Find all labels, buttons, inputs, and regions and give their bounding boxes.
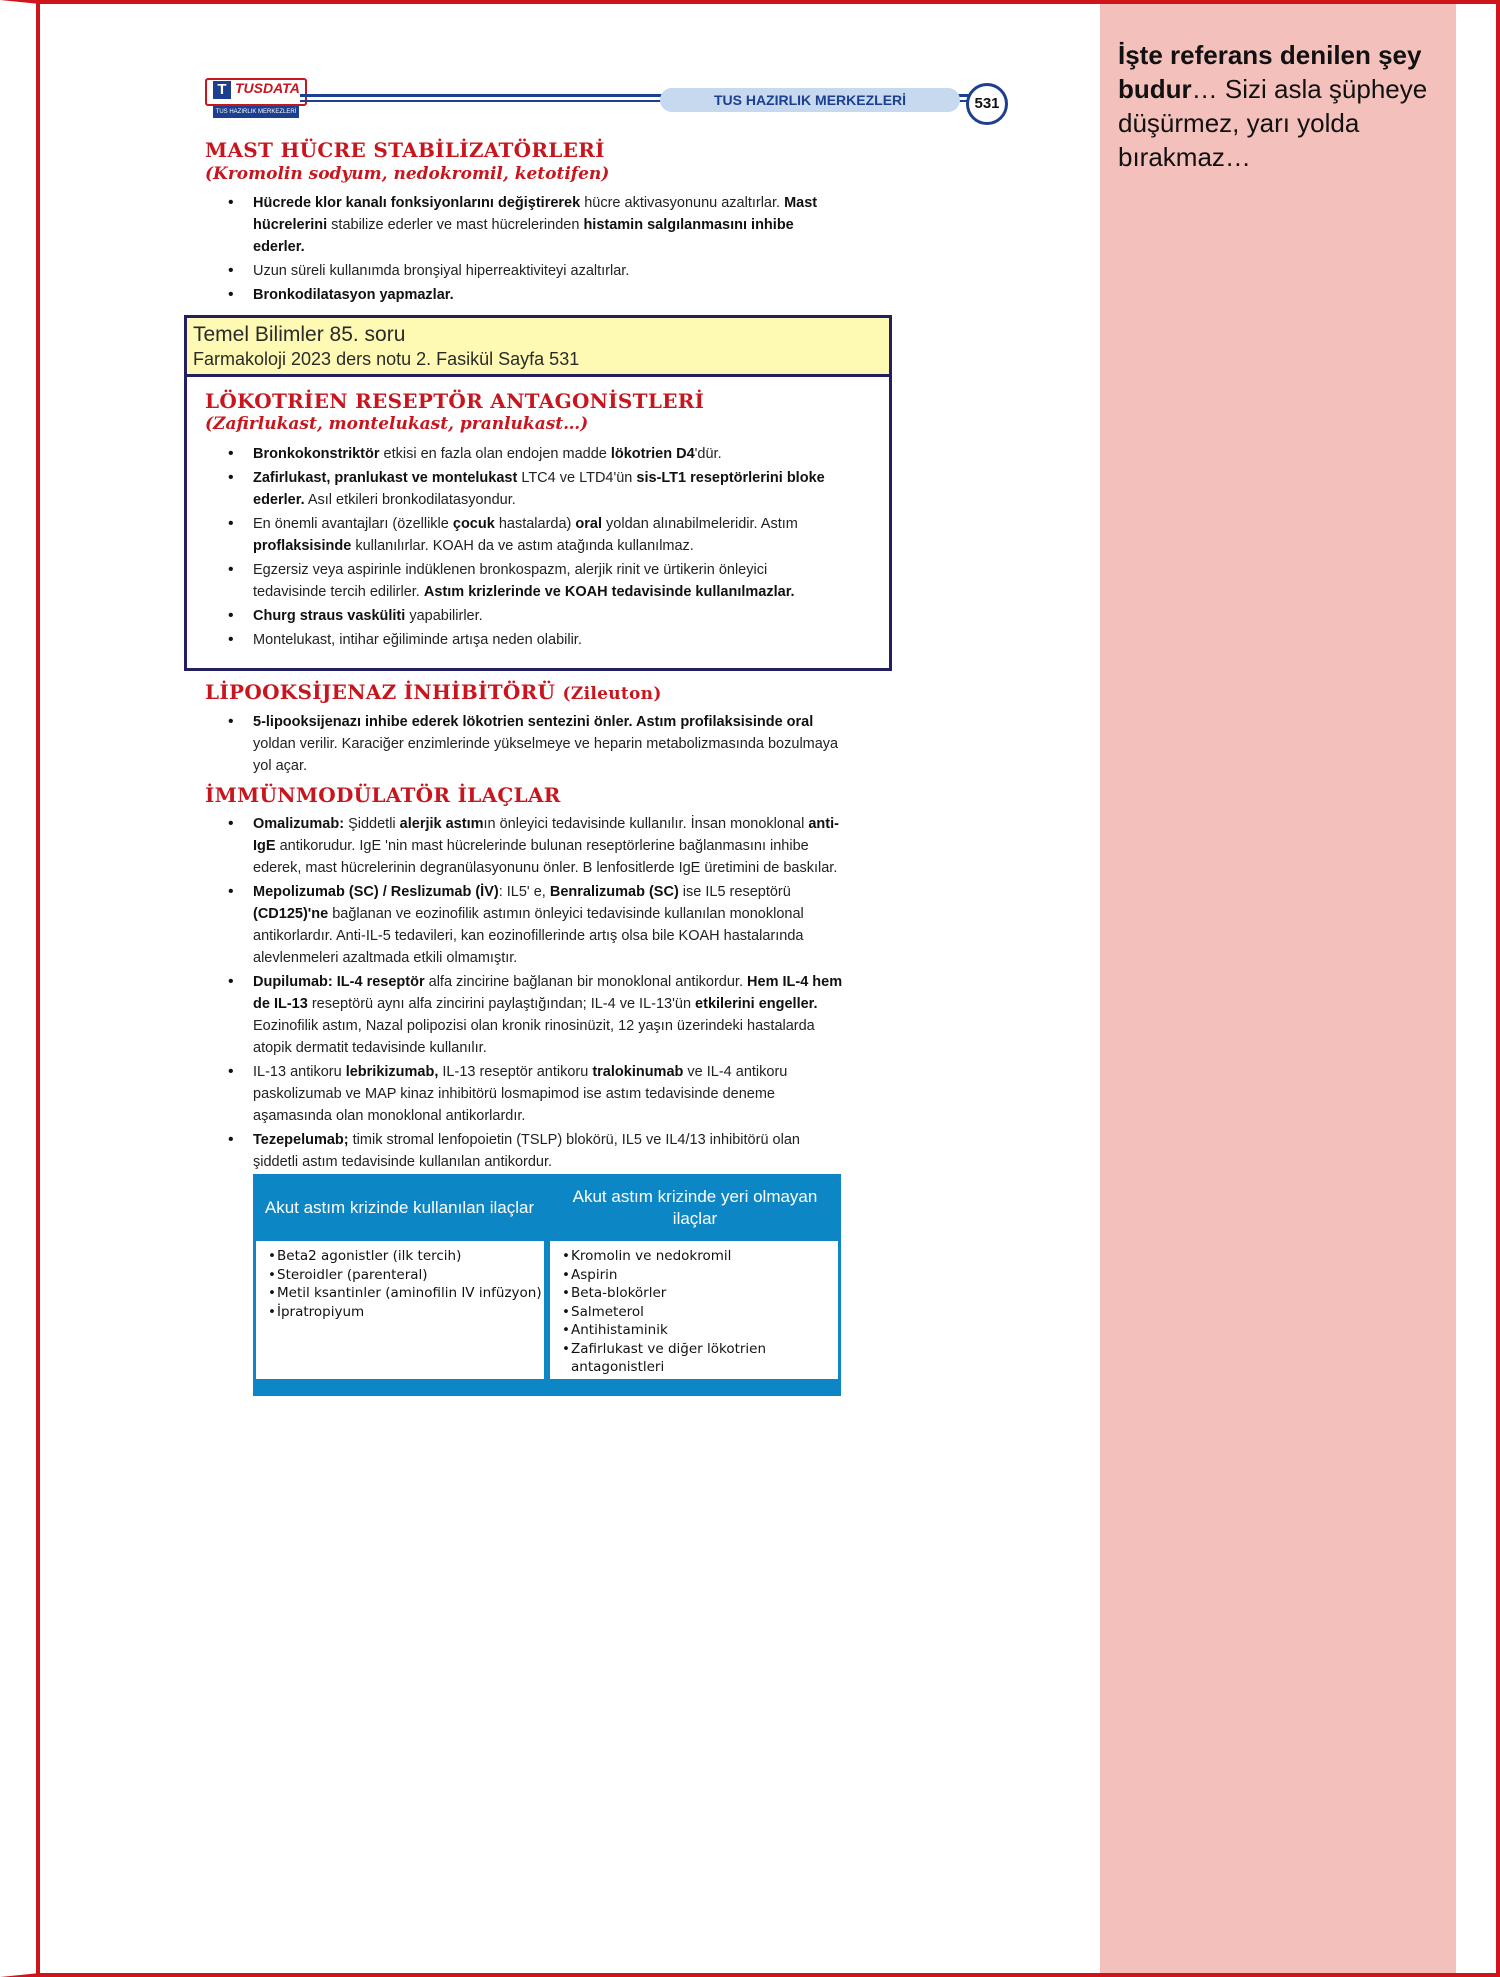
lt-subtitle: (Zafirlukast, montelukast, pranlukast…)	[205, 414, 589, 434]
list-item	[228, 559, 843, 603]
list-item	[228, 260, 843, 282]
list-item	[228, 467, 843, 511]
bold-text: Mepolizumab (SC) / Reslizumab (İV)	[253, 884, 499, 900]
bold-text: anti-IgE	[253, 816, 839, 854]
text: Montelukast, intihar eğiliminde artışa neden olabilir.	[253, 632, 582, 648]
text: kullanılırlar. KOAH da ve astım atağında kullanılmaz.	[351, 538, 694, 554]
list-item	[228, 513, 843, 557]
text: 'dür.	[694, 446, 722, 462]
table-col1	[256, 1241, 544, 1379]
list-item	[228, 971, 843, 1059]
side-note-bold: İşte referans denilen şey budur	[1118, 40, 1422, 104]
text: : IL5' e,	[498, 884, 550, 900]
bold-text: Bronkokonstriktör	[253, 446, 380, 462]
list-item	[228, 1129, 843, 1173]
text: ve IL-4 antikoru paskolizumab ve MAP kinaz inhibitörü losmapimod ise astım tedavisinde deneme aşamasında olan monoklonal antikorlardır.	[253, 1064, 788, 1124]
text: etkisi en fazla olan endojen madde	[379, 446, 611, 462]
bold-text: Hücrede klor kanalı fonksiyonlarını değiştirerek	[253, 195, 581, 211]
text: Asıl etkileri bronkodilatasyondur.	[304, 492, 516, 508]
list-item	[228, 1061, 843, 1127]
bold-text: Benralizumab (SC)	[549, 884, 679, 900]
bold-text: Hem IL-4 hem de IL-13	[253, 974, 843, 1012]
side-note	[1118, 38, 1448, 174]
list-item	[228, 605, 843, 627]
lipo-title	[205, 680, 662, 704]
list-item	[228, 284, 843, 306]
list-item	[228, 192, 843, 258]
table-item: • Zafirlukast ve diğer lökotrien antagonistleri	[562, 1340, 838, 1377]
bold-text: Bronkodilatasyon yapmazlar.	[253, 287, 454, 303]
side-note-rest: … Sizi asla şüpheye düşürmez, yarı yolda bırakmaz…	[1118, 74, 1428, 172]
table-item: • Aspirin	[562, 1266, 838, 1285]
page-number: 531	[966, 83, 1008, 125]
bold-text: sis-LT1 reseptörlerini bloke ederler.	[253, 470, 825, 508]
table-header-col2: Akut astım krizinde yeri olmayan ilaçlar	[572, 1186, 818, 1228]
bold-text: alerjik astım	[399, 816, 484, 832]
list-item	[228, 711, 843, 777]
highlight-title: Temel Bilimler 85. soru	[193, 323, 406, 346]
text: LTC4 ve LTD4'ün	[517, 470, 637, 486]
text: yoldan verilir. Karaciğer enzimlerinde yükselmeye ve heparin metabolizmasında bozulmaya yol açar.	[253, 736, 839, 774]
bold-text: etkilerini engeller.	[695, 996, 818, 1012]
lt-list	[228, 443, 843, 653]
text: Şiddetli	[344, 816, 400, 832]
text: yapabilirler.	[405, 608, 483, 624]
table-item: • Antihistaminik	[562, 1321, 838, 1340]
bold-text: 5-lipooksijenazı inhibe ederek lökotrien sentezini önler. Astım profilaksisinde oral	[253, 714, 814, 730]
lipo-title-main: LİPOOKSİJENAZ İNHİBİTÖRÜ	[205, 680, 556, 704]
mast-subtitle: (Kromolin sodyum, nedokromil, ketotifen)	[205, 164, 610, 184]
text: stabilize ederler ve mast hücrelerinden	[327, 217, 584, 233]
bold-text: Mast hücrelerini	[253, 195, 818, 233]
bold-text: lökotrien D4	[610, 446, 695, 462]
bold-text: Zafirlukast, pranlukast ve montelukast	[253, 470, 518, 486]
bold-text: Astım krizlerinde ve KOAH tedavisinde kullanılmazlar.	[423, 584, 795, 600]
table-item: • İpratropiyum	[268, 1303, 544, 1322]
text: yoldan alınabilmeleridir. Astım	[602, 516, 798, 532]
bold-text: çocuk	[452, 516, 495, 532]
mast-list	[228, 192, 843, 308]
bold-text: oral	[575, 516, 602, 532]
table-item: • Kromolin ve nedokromil	[562, 1247, 838, 1266]
lt-title: LÖKOTRİEN RESEPTÖR ANTAGONİSTLERİ	[205, 389, 705, 413]
text: reseptörü aynı alfa zincirini paylaştığından; IL-4 ve IL-13'ün	[307, 996, 696, 1012]
table-item: • Beta2 agonistler (ilk tercih)	[268, 1247, 544, 1266]
text: alfa zincirine bağlanan bir monoklonal antikordur.	[424, 974, 748, 990]
tusdata-logo	[205, 78, 307, 122]
logo-sub: TUS HAZIRLIK MERKEZLERİ	[213, 106, 299, 118]
text: bağlanan ve eozinofilik astımın önleyici tedavisinde kullanılan monoklonal antikorlardır. Anti-IL-5 tedavileri, kan eozinofillerinde artış olsa bile KOAH hastalarında alevlenmeleri azaltmada etkili olmamıştır.	[253, 906, 804, 966]
list-item	[228, 443, 843, 465]
table-col1-list	[256, 1241, 544, 1321]
immuno-title: İMMÜNMODÜLATÖR İLAÇLAR	[205, 783, 561, 807]
bold-text: Churg straus vasküliti	[253, 608, 406, 624]
text: timik stromal lenfopoietin (TSLP) blokörü, IL5 ve IL4/13 inhibitörü olan şiddetli astım tedavisinde kullanılan antikordur.	[253, 1132, 800, 1170]
bold-text: tralokinumab	[592, 1064, 684, 1080]
text: IL-13 reseptör antikoru	[438, 1064, 593, 1080]
asthma-table	[253, 1174, 841, 1396]
text: hastalarda)	[494, 516, 576, 532]
side-panel	[1100, 4, 1456, 1973]
bold-text: Tezepelumab;	[253, 1132, 349, 1148]
logo-t-icon: T	[213, 81, 231, 99]
text: IL-13 antikoru	[253, 1064, 346, 1080]
list-item	[228, 881, 843, 969]
table-header-col1: Akut astım krizinde kullanılan ilaçlar	[264, 1197, 535, 1217]
bold-text: histamin salgılanmasını inhibe ederler.	[253, 217, 794, 255]
lipo-list	[228, 711, 843, 779]
list-item	[228, 629, 843, 651]
table-item: • Salmeterol	[562, 1303, 838, 1322]
bold-text: proflaksisinde	[253, 538, 352, 554]
text: Uzun süreli kullanımda bronşiyal hiperreaktiviteyi azaltırlar.	[253, 263, 630, 279]
list-item	[228, 813, 843, 879]
table-col2	[550, 1241, 838, 1379]
immuno-list	[228, 813, 843, 1175]
header-title: TUS HAZIRLIK MERKEZLERİ	[660, 88, 960, 112]
bold-text: Dupilumab: IL-4 reseptör	[253, 974, 425, 990]
frame-left-rule	[36, 0, 40, 1977]
mast-title: MAST HÜCRE STABİLİZATÖRLERİ	[205, 138, 605, 162]
bold-text: (CD125)'ne	[253, 906, 329, 922]
table-item: • Metil ksantinler (aminofilin IV infüzyon)	[268, 1284, 544, 1303]
text: antikorudur. IgE 'nin mast hücrelerinde bulunan reseptörlerine bağlanmasını inhibe ederek, mast hücrelerinin degranülasyonunu önler. B lenfositlerde IgE üretimini de baskılar.	[253, 838, 838, 876]
logo-name: TUSDATA	[235, 80, 300, 96]
text: ise IL5 reseptörü	[678, 884, 791, 900]
bold-text: Omalizumab:	[253, 816, 345, 832]
text: ın önleyici tedavisinde kullanılır. İnsan monoklonal	[483, 816, 809, 832]
lipo-title-paren: (Zileuton)	[562, 684, 662, 704]
bold-text: lebrikizumab,	[345, 1064, 439, 1080]
text: Eozinofilik astım, Nazal polipozisi olan kronik rinosinüzit, 12 yaşın üzerindeki hastalarda atopik dermatit tedavisinde kullanılır.	[253, 1018, 815, 1056]
highlight-label	[184, 315, 892, 377]
text: En önemli avantajları (özellikle	[253, 516, 453, 532]
table-col2-list	[550, 1241, 838, 1377]
table-item: • Beta-blokörler	[562, 1284, 838, 1303]
highlight-source: Farmakoloji 2023 ders notu 2. Fasikül Sayfa 531	[193, 349, 580, 369]
text: hücre aktivasyonunu azaltırlar.	[580, 195, 785, 211]
text: Egzersiz veya aspirinle indüklenen bronkospazm, alerjik rinit ve ürtikerin önleyici tedavisinde tercih edilirler.	[253, 562, 768, 600]
table-item: • Steroidler (parenteral)	[268, 1266, 544, 1285]
